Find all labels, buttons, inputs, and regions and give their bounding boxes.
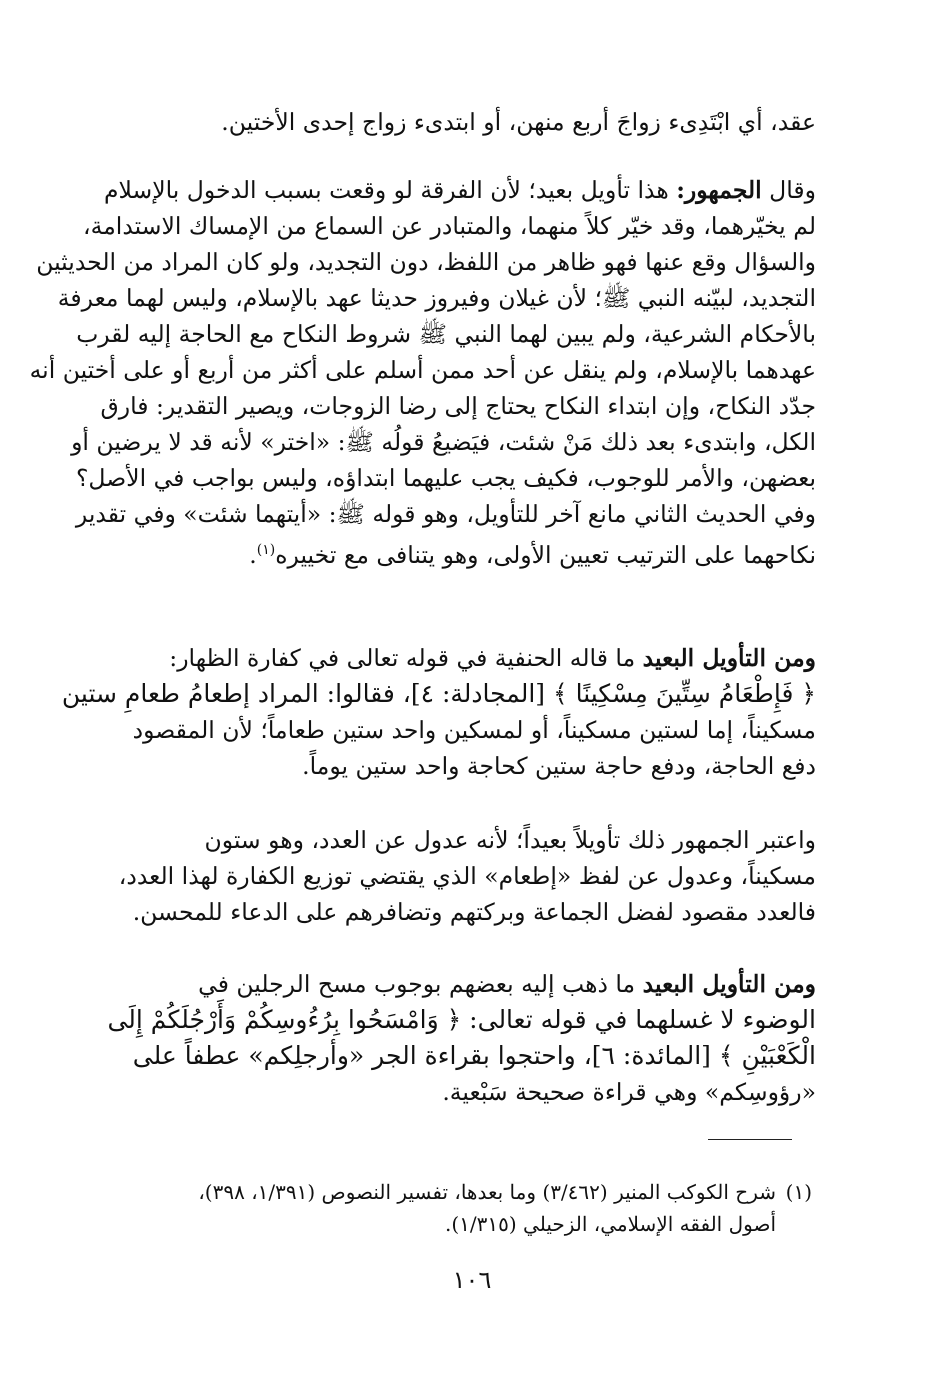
text-line: جدّد النكاح، وإن ابتداء النكاح يحتاج إلى رضا الزوجات، ويصير التقدير: فارق bbox=[100, 392, 816, 420]
text-line: دفع الحاجة، ودفع حاجة ستين كحاجة واحد ستين يوماً. bbox=[302, 752, 816, 780]
footnote-number: (١) bbox=[785, 1180, 812, 1204]
text-line: نكاحهما على الترتيب تعيين الأولى، وهو يتنافى مع تخييره$^{(١)}$. bbox=[249, 540, 816, 569]
footnote-text: شرح الكوكب المنير (٣/٤٦٢) وما بعدها، تفسير النصوص (١/٣٩١، ٣٩٨)، bbox=[198, 1180, 776, 1204]
footnote-separator bbox=[708, 1139, 792, 1140]
text-line: التجديد، لبيّنه النبي ﷺ؛ لأن غيلان وفيروز حديثا عهد بالإسلام، وليس لهما معرفة bbox=[57, 284, 816, 312]
text-line: والسؤال وقع عنها فهو ظاهر من اللفظ، دون التجديد، ولو كان المراد من الحديثين bbox=[36, 248, 816, 276]
paragraph-2 bbox=[29, 172, 816, 573]
text-line: «رؤوسِكم» وهي قراءة صحيحة سَبْعية. bbox=[442, 1078, 816, 1106]
text-line: واعتبر الجمهور ذلك تأويلاً بعيداً؛ لأنه عدول عن العدد، وهو ستون bbox=[204, 826, 816, 854]
footnote-marker[interactable]: (١) bbox=[256, 542, 276, 558]
quran-verse-line: الوضوء لا غسلهما في قوله تعالى: ﴿ وَامْسَحُوا بِرُءُوسِكُمْ وَأَرْجُلَكُمْ إِلَى bbox=[107, 1005, 816, 1034]
text-line: وفي الحديث الثاني مانع آخر للتأويل، وهو قوله ﷺ: «أيتهما شئت» وفي تقدير bbox=[75, 500, 816, 528]
footnote-item bbox=[120, 1176, 812, 1208]
paragraph-4 bbox=[78, 822, 816, 930]
paragraph-5 bbox=[78, 966, 816, 1110]
paragraph-3 bbox=[61, 640, 816, 784]
text-line: بالأحكام الشرعية، ولم يبين لهما النبي ﷺ شروط النكاح مع الحاجة إليه لقرب bbox=[76, 320, 816, 348]
text-line: الكل، وابتدىء بعد ذلك مَنْ شئت، فيَضيعُ قولُه ﷺ: «اختر» لأنه قد لا يرضين أو bbox=[71, 428, 816, 456]
text-line: فالعدد مقصود لفضل الجماعة وبركتهم وتضافرهم على الدعاء للمحسن. bbox=[132, 898, 816, 926]
footnotes bbox=[120, 1176, 812, 1240]
text-line: لم يخيّرهما، وقد خيّر كلاً منهما، والمتبادر عن السماع من الإمساك الاستدامة، bbox=[83, 212, 816, 240]
bold-term: ومن التأويل البعيد bbox=[642, 970, 816, 998]
text-line: مسكيناً، إما لستين مسكيناً، أو لمسكين واحد ستين طعاماً؛ لأن المقصود bbox=[132, 716, 816, 744]
text-line: عهدهما بالإسلام، ولم ينقل عن أحد ممن أسلم على أكثر من أربع أو على أختين أنه bbox=[29, 356, 816, 384]
text-line: ومن التأويل البعيد ما ذهب إليه بعضهم بوجوب مسح الرجلين في bbox=[198, 970, 816, 998]
text-line: مسكيناً، وعدول عن لفظ «إطعام» الذي يقتضي توزيع الكفارة لهذا العدد، bbox=[118, 862, 816, 890]
footnote-text-continued: أصول الفقه الإسلامي، الزحيلي (١/٣١٥). bbox=[445, 1212, 776, 1236]
quran-verse-line: الْكَعْبَيْنِ ﴾ [المائدة: ٦]، واحتجوا بقراءة الجر «وأرجلِكم» عطفاً على bbox=[132, 1041, 816, 1070]
text-line: عقد، أي ابْتَدِىء زواجَ أربع منهن، أو ابتدىء زواج إحدى الأختين. bbox=[221, 108, 816, 136]
text-line: وقال الجمهور: هذا تأويل بعيد؛ لأن الفرقة لو وقعت بسبب الدخول بالإسلام bbox=[103, 176, 816, 204]
bold-term: الجمهور: bbox=[676, 176, 762, 204]
text-line: ومن التأويل البعيد ما قاله الحنفية في قوله تعالى في كفارة الظهار: bbox=[169, 644, 816, 672]
quran-verse-line: ﴿ فَإِطْعَامُ سِتِّينَ مِسْكِينًا ﴾ [المجادلة: ٤]، فقالوا: المراد إطعامُ طعامِ ستين bbox=[61, 679, 816, 708]
text-line: بعضهن، والأمر للوجوب، فكيف يجب عليهما ابتداؤه، وليس بواجب في الأصل؟ bbox=[75, 464, 816, 492]
paragraph-1 bbox=[78, 104, 816, 140]
bold-term: ومن التأويل البعيد bbox=[642, 644, 816, 672]
page-number: ١٠٦ bbox=[452, 1266, 492, 1294]
